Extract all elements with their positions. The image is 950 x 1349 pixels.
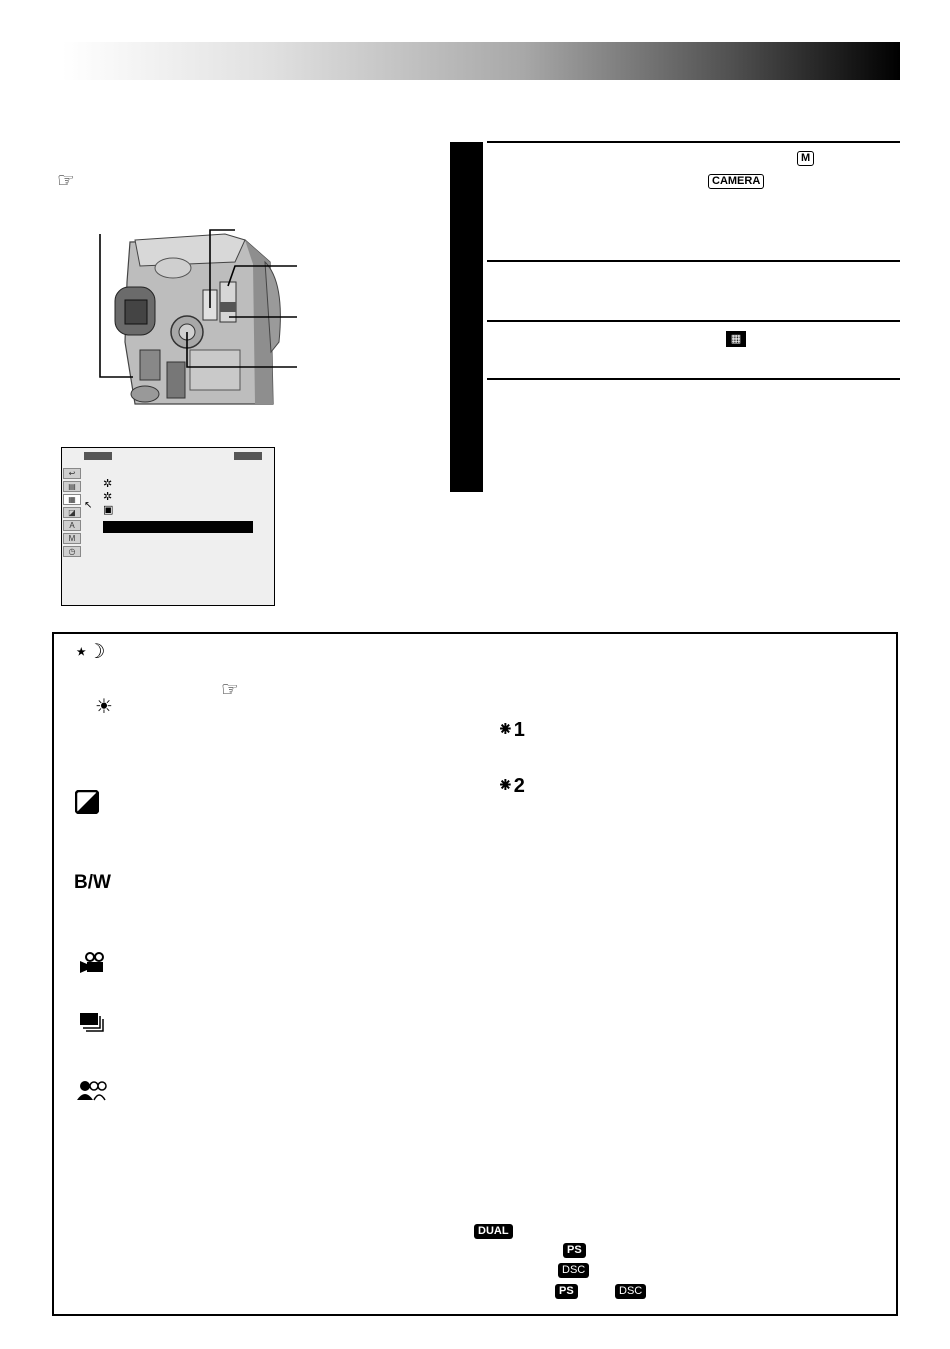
twilight-1-icon: ✲ (103, 478, 113, 490)
clock-icon: ◷ (63, 546, 81, 557)
program-ae-icon: ▦ (63, 494, 81, 505)
step-side-bar (450, 142, 483, 492)
lcd-menu-screen (61, 447, 275, 606)
movie-camera-icon (78, 952, 106, 979)
step-3-rule (487, 320, 900, 322)
lcd-icon-column (63, 466, 85, 566)
pointing-hand-icon: ☞ (221, 679, 239, 701)
strobe-frames-icon (79, 1012, 107, 1039)
dual-mode-badge: DUAL (474, 1224, 513, 1239)
star-moon-icon: ⋆☽ (75, 641, 106, 663)
ps-mode-badge: PS (563, 1243, 586, 1258)
white-balance-icon: A (63, 520, 81, 531)
spotlight-1-label: 1 (513, 719, 525, 741)
lcd-cursor-icon: ↖ (84, 500, 93, 511)
lcd-tab-left (84, 452, 112, 460)
spotlight-2-label: 2 (513, 775, 525, 797)
ghost-figures-icon (77, 1080, 107, 1107)
lcd-selection-bar (103, 521, 253, 533)
lcd-item-list (103, 478, 113, 517)
header-gradient-bar (62, 42, 900, 80)
ps-mode-badge-2: PS (555, 1284, 578, 1299)
sun-icon: ☀ (95, 696, 113, 718)
step-1-rule (487, 141, 900, 143)
program-ae-features-box (52, 632, 898, 1316)
step-4-rule (487, 378, 900, 380)
step-2-rule (487, 260, 900, 262)
twilight-2-icon: ✲ (103, 491, 113, 503)
program-ae-menu-icon: ▦ (726, 331, 746, 347)
pointing-hand-icon: ☞ (57, 170, 75, 192)
portrait-icon: ▣ (103, 504, 114, 516)
bw-label: B/W (74, 872, 111, 893)
sepia-square-icon (75, 790, 99, 819)
spotlight-2-icon: ⁕2 (497, 775, 525, 797)
dsc-mode-badge-2: DSC (615, 1284, 646, 1299)
spotlight-1-icon: ⁕1 (497, 719, 525, 741)
record-mode-icon: ▤ (63, 481, 81, 492)
camera-mode-badge: CAMERA (708, 174, 764, 189)
dsc-mode-badge: DSC (558, 1263, 589, 1278)
manual-icon: M (63, 533, 81, 544)
exposure-icon: ◪ (63, 507, 81, 518)
camcorder-illustration (95, 222, 305, 406)
return-icon: ↩ (63, 468, 81, 479)
lcd-tab-right (234, 452, 262, 460)
manual-mode-badge: M (797, 151, 814, 166)
